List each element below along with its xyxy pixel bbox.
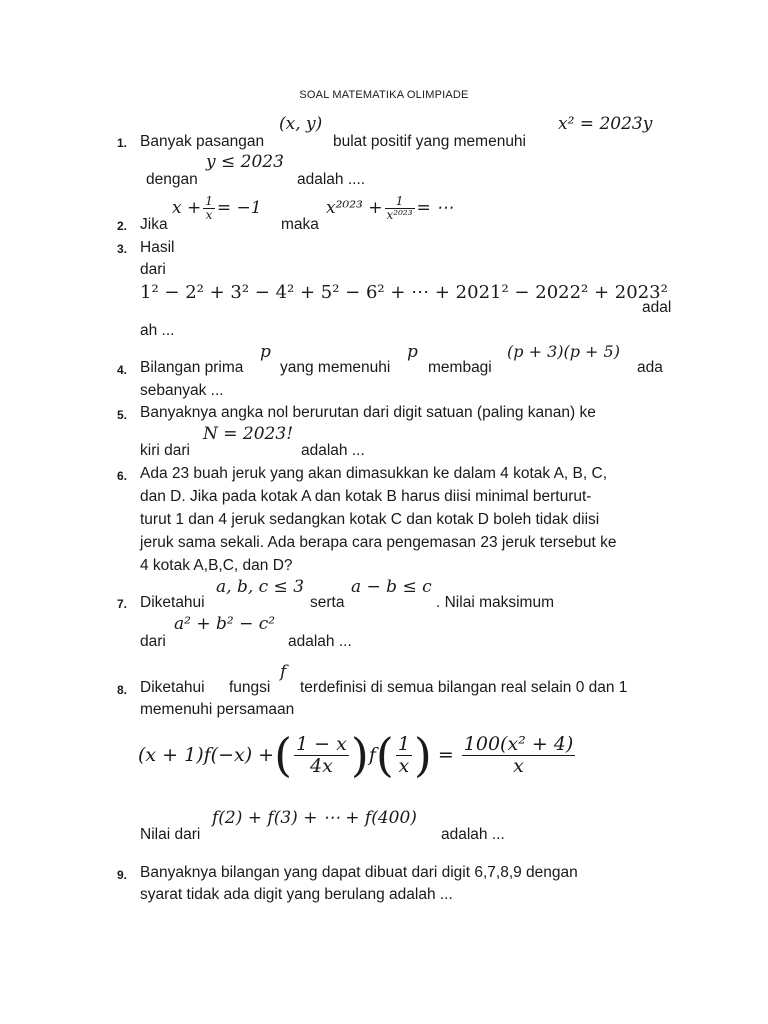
problem-text: adalah ... — [301, 442, 365, 459]
math-expression: p — [407, 342, 418, 362]
problem-number: 2. — [117, 219, 128, 233]
problem-line: dan D. Jika pada kotak A dan kotak B harus diisi minimal berturut- — [140, 488, 592, 505]
math-expression: (x, y) — [279, 114, 323, 134]
math-expression: a − b ≤ c — [351, 577, 432, 597]
problem-text: ada — [637, 359, 663, 376]
problem-line: Ada 23 buah jeruk yang akan dimasukkan ke dalam 4 kotak A, B, C, — [140, 465, 607, 482]
problem-text: maka — [281, 216, 319, 233]
problem-text: ah ... — [140, 322, 175, 339]
problem-text: Banyak pasangan — [140, 133, 265, 150]
problem-text: adal — [642, 299, 672, 316]
problem-number: 3. — [117, 242, 128, 256]
problem-text: fungsi — [229, 679, 271, 696]
problem-text: dengan — [146, 171, 198, 188]
problem-number: 5. — [117, 408, 128, 422]
problem-text: adalah .... — [297, 171, 366, 188]
problem-number: 8. — [117, 683, 128, 697]
math-expression: y ≤ 2023 — [206, 152, 284, 172]
math-expression: a, b, c ≤ 3 — [216, 577, 305, 597]
page-title: SOAL MATEMATIKA OLIMPIADE — [299, 89, 469, 101]
problem-text: syarat tidak ada digit yang berulang adalah ... — [140, 886, 453, 903]
problem-text: adalah ... — [441, 826, 505, 843]
problem-number: 9. — [117, 868, 128, 882]
problem-text: sebanyak ... — [140, 382, 224, 399]
problem-text: Diketahui — [140, 679, 205, 696]
problem-line: turut 1 dan 4 jeruk sedangkan kotak C dan kotak D boleh tidak diisi — [140, 511, 600, 528]
problem-text: Diketahui — [140, 594, 205, 611]
problem-text: dari — [140, 633, 166, 650]
problem-text: kiri dari — [140, 442, 190, 459]
math-expression: (p + 3)(p + 5) — [507, 342, 620, 361]
functional-equation: (x + 1)f(−x) + ( $\frac{1 - x}{4x}$ ) f ( $\frac{1}{x}$ ) = $\frac{\text{100(x² + 4)}}{x}$ — [138, 728, 574, 782]
math-expression: N = 2023! — [203, 424, 294, 444]
problem-line: jeruk sama sekali. Ada berapa cara pengemasan 23 jeruk tersebut ke — [140, 534, 617, 551]
problem-line: 4 kotak A,B,C, dan D? — [140, 557, 293, 574]
problem-number: 7. — [117, 597, 128, 611]
math-expression: p — [260, 342, 271, 362]
problem-text: memenuhi persamaan — [140, 701, 295, 718]
math-expression: a² + b² − c² — [174, 614, 276, 634]
problem-number: 6. — [117, 469, 128, 483]
math-expression: x²⁰²³ + $\frac{1}{\text{x²⁰²³}}$ = ⋯ — [326, 194, 454, 223]
problem-text: adalah ... — [288, 633, 352, 650]
problem-text: Banyaknya angka nol berurutan dari digit satuan (paling kanan) ke — [140, 404, 596, 421]
problem-text: Jika — [140, 216, 168, 233]
problem-text: serta — [310, 594, 345, 611]
problem-text: Bilangan prima — [140, 359, 244, 376]
problem-text: . Nilai maksimum — [436, 594, 554, 611]
problem-number: 4. — [117, 363, 128, 377]
problem-text: bulat positif yang memenuhi — [333, 133, 527, 150]
problem-text: yang memenuhi — [280, 359, 391, 376]
math-expression: x² = 2023y — [558, 114, 653, 134]
math-expression: f — [280, 662, 287, 682]
problem-text: membagi — [428, 359, 492, 376]
problem-text: terdefinisi di semua bilangan real selain 0 dan 1 — [300, 679, 628, 696]
math-expression: x + $\frac{1}{x}$ = −1 — [172, 194, 262, 223]
problem-text: Banyaknya bilangan yang dapat dibuat dari digit 6,7,8,9 dengan — [140, 864, 578, 881]
problem-number: 1. — [117, 136, 128, 150]
math-expression: f(2) + f(3) + ⋯ + f(400) — [212, 808, 417, 828]
math-expression: 1² − 2² + 3² − 4² + 5² − 6² + ⋯ + 2021² − 2022² + 2023² — [140, 282, 668, 303]
problem-text: Hasil — [140, 239, 175, 256]
problem-text: dari — [140, 261, 166, 278]
problem-text: Nilai dari — [140, 826, 201, 843]
